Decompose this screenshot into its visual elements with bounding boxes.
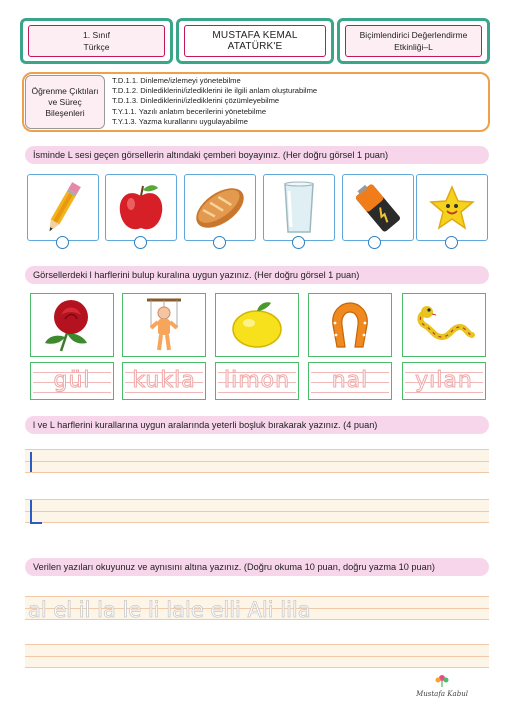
- school-name: MUSTAFA KEMAL ATATÜRK'E: [212, 30, 298, 52]
- snake-card: [402, 293, 486, 357]
- apple-card: [105, 174, 177, 241]
- flower-logo-icon: [433, 672, 451, 688]
- outcome-item: T.D.1.2. Dinlediklerini/izlediklerini ile ilgili anlam oluşturabilme: [112, 86, 318, 96]
- rose-image: [39, 297, 105, 353]
- glass-image: [282, 181, 316, 235]
- q2-instruction: Görsellerdeki l harflerini bulup kuralına uygun yazınız. (Her doğru görsel 1 puan): [25, 266, 489, 284]
- puppet-image: [139, 296, 189, 354]
- pencil-image: [43, 179, 83, 237]
- trace-word: limon: [223, 368, 291, 393]
- answer-circle[interactable]: [445, 236, 458, 249]
- horseshoe-card: [308, 293, 392, 357]
- outcome-item: T.D.1.1. Dinleme/izlemeyi yönetebilme: [112, 76, 241, 85]
- star-image: [428, 184, 476, 232]
- outcomes-list: [112, 76, 482, 127]
- glass-card: [263, 174, 335, 241]
- outcomes-label: [25, 75, 105, 129]
- answer-circle[interactable]: [292, 236, 305, 249]
- battery-image: [353, 181, 403, 235]
- q4-instruction: Verilen yazıları okuyunuz ve aynısını altına yazınız. (Doğru okuma 10 puan, doğru yazma 10 puan): [25, 558, 489, 576]
- battery-card: [342, 174, 414, 241]
- grade-label: 1. Sınıf: [83, 30, 110, 40]
- answer-circle[interactable]: [56, 236, 69, 249]
- q3-instruction: l ve L harflerini kurallarına uygun aralarında yeterli boşluk bırakarak yazınız. (4 puan): [25, 416, 489, 434]
- bread-image: [191, 182, 249, 234]
- activity-title: Etkinliği–L: [394, 42, 433, 52]
- snake-image: [412, 303, 476, 347]
- answer-circle[interactable]: [134, 236, 147, 249]
- trace-word-box[interactable]: [402, 362, 486, 400]
- outcome-item: T.Y.1.3. Yazma kurallarını uygulayabilme: [112, 116, 248, 126]
- author-signature: Mustafa Kabul: [416, 690, 468, 698]
- rose-card: [30, 293, 114, 357]
- trace-word: nal: [331, 368, 369, 393]
- q1-instruction: İsminde L sesi geçen görsellerin altındaki çemberi boyayınız. (Her doğru görsel 1 puan): [25, 146, 489, 164]
- apple-image: [116, 182, 166, 234]
- trace-sentence: al el il la le li lale elli Ali lila: [28, 598, 311, 622]
- subject-label: Türkçe: [83, 42, 110, 52]
- answer-circle[interactable]: [368, 236, 381, 249]
- bread-card: [184, 174, 256, 241]
- writing-line[interactable]: [25, 499, 489, 523]
- horseshoe-image: [327, 299, 373, 351]
- trace-word: kukla: [132, 368, 196, 393]
- eval-title: Biçimlendirici Değerlendirme: [359, 30, 468, 40]
- writing-line[interactable]: [25, 644, 489, 668]
- uppercase-l-sample: [30, 500, 42, 524]
- outcomes-label-line: Öğrenme Çıktıları: [31, 85, 99, 96]
- outcomes-label-line: ve Süreç: [48, 96, 82, 107]
- pencil-card: [27, 174, 99, 241]
- header-school-box: [176, 18, 334, 64]
- lowercase-l-sample: [30, 452, 42, 472]
- writing-line[interactable]: [25, 449, 489, 473]
- trace-word-box[interactable]: [122, 362, 206, 400]
- lemon-card: [215, 293, 299, 357]
- header-grade-box: [20, 18, 173, 64]
- lemon-image: [227, 299, 287, 351]
- trace-word: gül: [53, 368, 91, 393]
- outcome-item: T.Y.1.1. Yazılı anlatım becerilerini yönetebilme: [112, 106, 267, 116]
- outcomes-label-line: Bileşenleri: [45, 107, 85, 118]
- puppet-card: [122, 293, 206, 357]
- trace-word-box[interactable]: [215, 362, 299, 400]
- trace-word-box[interactable]: [30, 362, 114, 400]
- outcome-item: T.D.1.3. Dinlediklerini/izlediklerini çözümleyebilme: [112, 96, 280, 106]
- trace-word: yılan: [415, 368, 473, 393]
- header-eval-box: [337, 18, 490, 64]
- trace-word-box[interactable]: [308, 362, 392, 400]
- star-card: [416, 174, 488, 241]
- answer-circle[interactable]: [213, 236, 226, 249]
